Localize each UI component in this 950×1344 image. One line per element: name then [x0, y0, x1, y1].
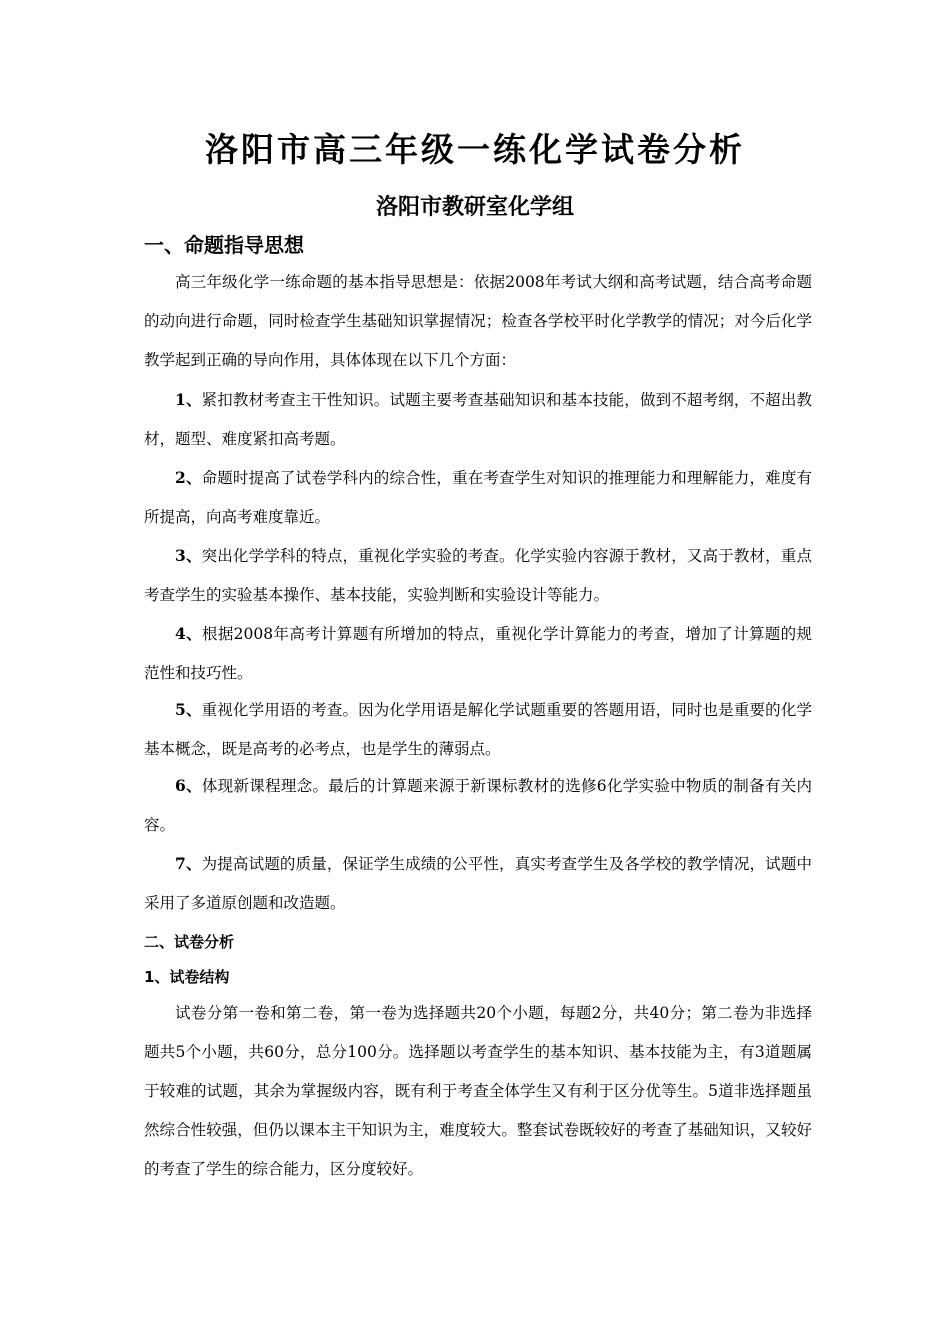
item-number: 1、 [175, 390, 202, 409]
item-text: 紧扣教材考查主干性知识。试题主要考查基础知识和基本技能，做到不超考纲，不超出教材，题型、难度紧扣高考题。 [144, 391, 812, 448]
item-text: 突出化学学科的特点，重视化学实验的考查。化学实验内容源于教材，又高于教材，重点考查学生的实验基本操作、基本技能，实验判断和实验设计等能力。 [144, 547, 812, 604]
list-item [144, 690, 812, 769]
list-item [144, 458, 812, 537]
list-item [144, 844, 812, 923]
item-number: 7、 [175, 854, 202, 873]
list-item [144, 380, 812, 459]
item-number: 3、 [175, 546, 202, 565]
item-number: 6、 [175, 776, 202, 795]
subsection-heading: 1、试卷结构 [144, 968, 230, 986]
list-item [144, 614, 812, 693]
section-1-intro: 高三年级化学一练命题的基本指导思想是：依据2008年考试大纲和高考试题，结合高考命题的动向进行命题，同时检查学生基础知识掌握情况；检查各学校平时化学教学的情况；对今后化学教学起到正确的导向作用，具体体现在以下几个方面： [144, 273, 812, 369]
list-item [144, 766, 812, 845]
item-text: 体现新课程理念。最后的计算题来源于新课标教材的选修6化学实验中物质的制备有关内容。 [144, 777, 812, 834]
item-number: 4、 [175, 624, 202, 643]
document-subtitle: 洛阳市教研室化学组 [375, 195, 574, 220]
item-text: 命题时提高了试卷学科内的综合性，重在考查学生对知识的推理能力和理解能力，难度有所提高，向高考难度靠近。 [144, 469, 812, 526]
list-item [144, 536, 812, 615]
document-title: 洛阳市高三年级一练化学试卷分析 [205, 130, 745, 169]
item-text: 根据2008年高考计算题有所增加的特点，重视化学计算能力的考查，增加了计算题的规范性和技巧性。 [144, 625, 812, 682]
item-number: 5、 [175, 700, 202, 719]
section-2-paragraph: 试卷分第一卷和第二卷，第一卷为选择题共20个小题，每题2分，共40分；第二卷为非选择题共5个小题，共60分，总分100分。选择题以考查学生的基本知识、基本技能为主，有3道题属于较难的试题，其余为掌握级内容，既有利于考查全体学生又有利于区分优等生。5道非选择题虽然综合性较强，但仍以课本主干知识为主，难度较大。整套试卷既较好的考查了基础知识，又较好的考查了学生的综合能力，区分度较好。 [144, 1004, 812, 1178]
item-number: 2、 [175, 468, 202, 487]
section-1-heading: 一、命题指导思想 [144, 233, 304, 257]
section-2-heading: 二、试卷分析 [144, 933, 235, 951]
item-text: 重视化学用语的考查。因为化学用语是解化学试题重要的答题用语，同时也是重要的化学基本概念，既是高考的必考点，也是学生的薄弱点。 [144, 701, 812, 758]
item-text: 为提高试题的质量，保证学生成绩的公平性，真实考查学生及各学校的教学情况，试题中采用了多道原创题和改造题。 [144, 855, 812, 912]
